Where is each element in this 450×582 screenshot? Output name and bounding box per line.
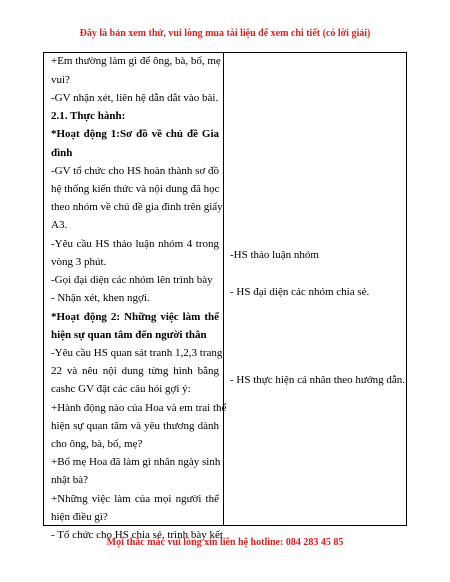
student-activity-line: - HS đại diện các nhóm chia sẻ. (230, 286, 370, 298)
section-heading: 2.1. Thực hành: (51, 110, 126, 122)
teacher-activity-line: hiện điều gì? (51, 511, 108, 523)
preview-notice-banner: Đây là bản xem thử, vui lòng mua tài liệu để xem chi tiết (có lời giải) (79, 28, 371, 39)
teacher-activity-line: - Nhận xét, khen ngợi. (51, 292, 150, 304)
teacher-activity-line: -Gọi đại diện các nhóm lên trình bày (51, 274, 213, 286)
student-activity-line: -HS thảo luận nhóm (230, 249, 319, 261)
teacher-activity-line: hệ thống kiến thức và nội dung đã học (51, 183, 220, 195)
column-divider (223, 53, 224, 525)
teacher-activity-line: A3. (51, 219, 68, 231)
teacher-activity-line: -GV nhận xét, liên hệ dẫn dắt vào bài. (51, 92, 219, 104)
teacher-activity-line: +Em thường làm gì để ông, bà, bố, mẹ (51, 55, 221, 67)
activity-heading: đình (51, 147, 73, 159)
activity-heading: *Hoạt động 1:Sơ đồ về chủ đề Gia (51, 128, 219, 140)
teacher-activity-line: theo nhóm về chủ đề gia đình trên giấy (51, 201, 223, 213)
teacher-activity-line: hiện sự quan tâm và yêu thương dành (51, 420, 219, 432)
teacher-activity-line: -Yêu cầu HS quan sát tranh 1,2,3 trang (51, 347, 223, 359)
teacher-activity-line: +Những việc làm của mọi người thể (51, 493, 219, 505)
teacher-activity-line: cho ông, bà, bố, mẹ? (51, 438, 143, 450)
teacher-activity-line: vui? (51, 74, 70, 86)
teacher-activity-line: nhật bà? (51, 474, 88, 486)
activity-heading: hiện sự quan tâm đến người thân (51, 329, 207, 341)
hotline-footer-banner: Mọi thắc mắc vui lòng xin liên hệ hotline: 084 283 45 85 (106, 537, 344, 548)
teacher-activity-line: +Bố mẹ Hoa đã làm gì nhân ngày sinh (51, 456, 221, 468)
teacher-activity-line: -GV tổ chức cho HS hoàn thành sơ đồ (51, 165, 219, 177)
lesson-table (43, 52, 407, 541)
teacher-activity-line: - Tổ chức cho HS chia sẻ, trình bày kết (51, 529, 223, 541)
teacher-activity-line: -Yêu cầu HS thảo luận nhóm 4 trong (51, 238, 219, 250)
teacher-activity-line: +Hành động nào của Hoa và em trai thể (51, 402, 227, 414)
activity-heading: *Hoạt động 2: Những việc làm thể (51, 311, 219, 323)
student-activity-line: - HS thực hiện cá nhân theo hướng dẫn. (230, 374, 406, 386)
teacher-activity-line: cashc GV đặt các câu hỏi gợi ý: (51, 383, 191, 395)
teacher-activity-line: 22 và nêu nội dung từng hình bằng (51, 365, 219, 377)
teacher-activity-line: vòng 3 phút. (51, 256, 107, 268)
